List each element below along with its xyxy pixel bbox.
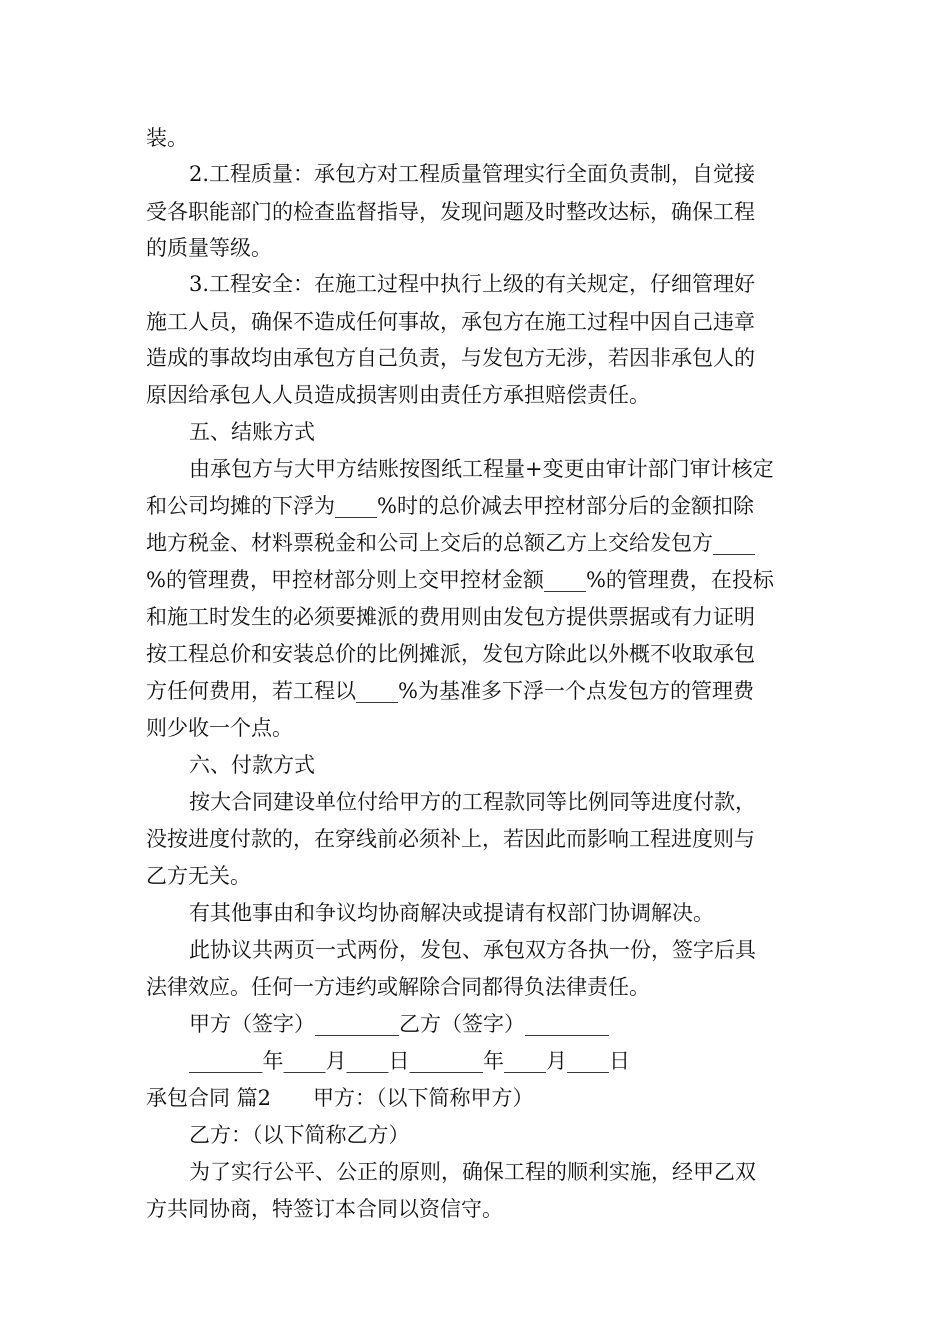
text-line: %的管理费，甲控材部分则上交甲控材金额____%的管理费，在投标	[146, 568, 774, 592]
text-line: 为了实行公平、公正的原则，确保工程的顺利实施，经甲乙双	[189, 1160, 756, 1184]
text-line: 按大合同建设单位付给甲方的工程款同等比例同等进度付款，	[189, 790, 756, 814]
text-line: 按工程总价和安装总价的比例摊派，发包方除此以外概不收取承包	[146, 642, 755, 666]
text-line: 和公司均摊的下浮为____%时的总价减去甲控材部分后的金额扣除	[146, 494, 754, 518]
section-heading: 六、付款方式	[189, 753, 315, 777]
text-line: 由承包方与大甲方结账按图纸工程量+变更由审计部门审计核定	[189, 457, 774, 481]
text-line: 造成的事故均由承包方自己负责，与发包方无涉，若因非承包人的	[146, 346, 755, 370]
text-line: 受各职能部门的检查监督指导，发现问题及时整改达标，确保工程	[146, 200, 755, 224]
text-line: 乙方无关。	[146, 864, 251, 888]
signature-line: 甲方（签字）________乙方（签字）________	[189, 1012, 609, 1036]
text-line: 方任何费用，若工程以____%为基准多下浮一个点发包方的管理费	[146, 679, 754, 703]
text-line: 原因给承包人人员造成损害则由责任方承担赔偿责任。	[146, 383, 650, 407]
text-line: 施工人员，确保不造成任何事故，承包方在施工过程中因自己违章	[146, 310, 755, 334]
text-line: 装。	[146, 126, 188, 150]
text-line: 和施工时发生的必须要摊派的费用则由发包方提供票据或有力证明	[146, 605, 755, 629]
text-line: 地方税金、材料票税金和公司上交后的总额乙方上交给发包方____	[146, 531, 755, 555]
text-line: 法律效应。任何一方违约或解除合同都得负法律责任。	[146, 975, 650, 999]
text-line: 2.工程质量：承包方对工程质量管理实行全面负责制，自觉接	[189, 162, 756, 186]
text-line: 没按进度付款的，在穿线前必须补上，若因此而影响工程进度则与	[146, 827, 755, 851]
text-line: 的质量等级。	[146, 236, 272, 260]
date-line: _______年____月____日_______年____月____日	[189, 1049, 630, 1073]
section-heading: 五、结账方式	[189, 420, 315, 444]
text-line: 则少收一个点。	[146, 716, 293, 740]
text-line: 3.工程安全：在施工过程中执行上级的有关规定，仔细管理好	[189, 272, 756, 296]
contract-title-line: 承包合同 篇2 甲方：（以下简称甲方）	[146, 1086, 534, 1110]
text-line: 有其他事由和争议均协商解决或提请有权部门协调解决。	[189, 901, 714, 925]
party-line: 乙方：（以下简称乙方）	[189, 1123, 410, 1147]
text-line: 方共同协商，特签订本合同以资信守。	[146, 1197, 503, 1221]
text-line: 此协议共两页一式两份，发包、承包双方各执一份，签字后具	[189, 938, 756, 962]
